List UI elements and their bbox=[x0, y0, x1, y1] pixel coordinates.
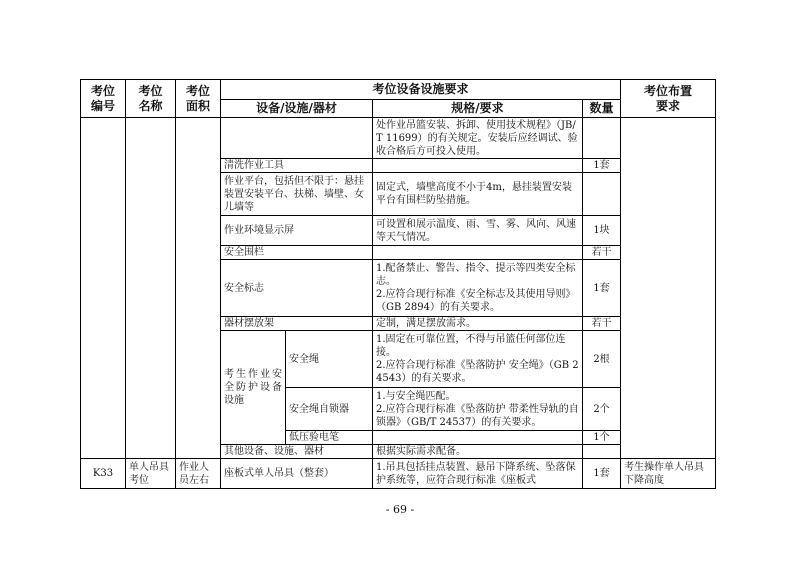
cell-spec bbox=[373, 159, 583, 173]
cell-item: 安全围栏 bbox=[221, 246, 373, 260]
cell-qty: 1块 bbox=[583, 216, 621, 246]
cell-area: 作业人员左右 bbox=[176, 459, 221, 489]
cell-qty: 1个 bbox=[583, 431, 621, 445]
cell-item: 安全绳自锁器 bbox=[286, 388, 373, 431]
table-row bbox=[81, 459, 716, 489]
table-row bbox=[81, 118, 716, 159]
cell-qty: 2个 bbox=[583, 388, 621, 431]
cell-spec: 1.配备禁止、警告、指令、提示等四类安全标志。 2.应符合现行标准《安全标志及其使用导则》（GB 2894）的有关要求。 bbox=[373, 260, 583, 317]
cell-qty: 若干 bbox=[583, 246, 621, 260]
cell-spec: 1.固定在可靠位置，不得与吊篮任何部位连接。 2.应符合现行标准《坠落防护 安全绳》（GB 24543）的有关要求。 bbox=[373, 331, 583, 388]
header-code: 考位 编号 bbox=[81, 80, 126, 118]
cell-item: 作业环境显示屏 bbox=[221, 216, 373, 246]
header-layout: 考位布置 要求 bbox=[621, 80, 716, 118]
cell-spec: 根据实际需求配备。 bbox=[373, 445, 583, 459]
cell-qty: 1套 bbox=[583, 159, 621, 173]
cell-layout bbox=[621, 118, 716, 459]
cell-layout: 考生操作单人吊具下降高度 bbox=[621, 459, 716, 489]
header-spec: 规格/要求 bbox=[373, 100, 583, 118]
requirements-table bbox=[80, 79, 716, 489]
cell-code: K33 bbox=[81, 459, 126, 489]
cell-name bbox=[126, 118, 176, 459]
cell-item: 清洗作业工具 bbox=[221, 159, 373, 173]
cell-spec bbox=[373, 246, 583, 260]
cell-item: 安全绳 bbox=[286, 331, 373, 388]
cell-qty: 2根 bbox=[583, 331, 621, 388]
cell-spec: 1.吊具包括挂点装置、悬吊下降系统、坠落保护系统等，应符合现行标准《座板式 bbox=[373, 459, 583, 489]
page-number: - 69 - bbox=[385, 503, 415, 516]
cell-item: 其他设备、设施、器材 bbox=[221, 445, 373, 459]
cell-spec bbox=[373, 431, 583, 445]
cell-item: 座板式单人吊具（整套） bbox=[221, 459, 373, 489]
cell-spec: 处作业吊篮安装、拆卸、使用技术规程》（JB/T 11699）的有关规定。安装后应经调试、验收合格后方可投入使用。 bbox=[373, 118, 583, 159]
header-name: 考位 名称 bbox=[126, 80, 176, 118]
cell-item: 器材摆放架 bbox=[221, 317, 373, 331]
cell-spec: 1.与安全绳匹配。 2.应符合现行标准《坠落防护 带柔性导轨的自锁器》（GB/T 24537）的有关要求。 bbox=[373, 388, 583, 431]
cell-qty: 1套 bbox=[583, 459, 621, 489]
header-area: 考位 面积 bbox=[176, 80, 221, 118]
cell-spec: 固定式，墙壁高度不小于4m，悬挂装置安装平台有围栏防坠措施。 bbox=[373, 173, 583, 216]
cell-qty bbox=[583, 173, 621, 216]
cell-qty: 1套 bbox=[583, 260, 621, 317]
cell-group: 考生作业安全防护设备设施 bbox=[221, 331, 286, 445]
cell-spec: 定制，满足摆放需求。 bbox=[373, 317, 583, 331]
cell-code bbox=[81, 118, 126, 459]
cell-item: 低压验电笔 bbox=[286, 431, 373, 445]
header-equipment: 设备/设施/器材 bbox=[221, 100, 373, 118]
cell-name: 单人吊具考位 bbox=[126, 459, 176, 489]
cell-qty bbox=[583, 445, 621, 459]
cell-spec: 可设置和展示温度、雨、雪、雾、风向、风速等天气情况。 bbox=[373, 216, 583, 246]
header-group-title: 考位设备设施要求 bbox=[221, 80, 621, 100]
cell-qty: 若干 bbox=[583, 317, 621, 331]
cell-item: 安全标志 bbox=[221, 260, 373, 317]
cell-area bbox=[176, 118, 221, 459]
cell-qty bbox=[583, 118, 621, 159]
header-qty: 数量 bbox=[583, 100, 621, 118]
cell-item bbox=[221, 118, 373, 159]
cell-item: 作业平台，包括但不限于：悬挂装置安装平台、扶梯、墙壁、女儿墙等 bbox=[221, 173, 373, 216]
